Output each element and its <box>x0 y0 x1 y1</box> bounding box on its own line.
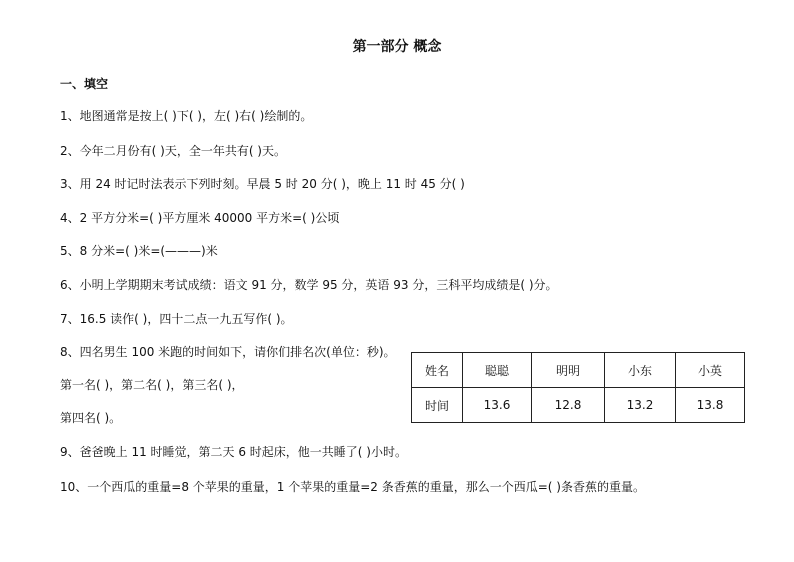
question-9: 9、爸爸晚上 11 时睡觉，第二天 6 时起床，他一共睡了( )小时。 <box>60 445 407 459</box>
table-cell: 时间 <box>412 388 463 423</box>
question-6: 6、小明上学期期末考试成绩：语文 91 分，数学 95 分，英语 93 分，三科平均成绩是( )分。 <box>60 278 558 292</box>
table-cell: 13.8 <box>676 388 745 423</box>
table-row <box>412 353 745 388</box>
table-cell: 小东 <box>605 353 676 388</box>
question-3: 3、用 24 时记时法表示下列时刻。早晨 5 时 20 分( )，晚上 11 时 45 分( ) <box>60 177 465 191</box>
question-4: 4、2 平方分米=( )平方厘米 40000 平方米=( )公顷 <box>60 211 340 225</box>
table-cell: 12.8 <box>532 388 605 423</box>
table-cell: 13.2 <box>605 388 676 423</box>
question-10: 10、一个西瓜的重量=8 个苹果的重量，1 个苹果的重量=2 条香蕉的重量，那么一个西瓜=( )条香蕉的重量。 <box>60 480 645 494</box>
question-7: 7、16.5 读作( )，四十二点一九五写作( )。 <box>60 312 293 326</box>
table-cell: 13.6 <box>463 388 532 423</box>
page-title: 第一部分 概念 <box>352 39 442 55</box>
question-8-rank-line-2: 第四名( )。 <box>60 411 122 425</box>
table-row <box>412 388 745 423</box>
table-cell: 姓名 <box>412 353 463 388</box>
question-8: 8、四名男生 100 米跑的时间如下，请你们排名次(单位：秒)。 <box>60 345 396 359</box>
table-cell: 聪聪 <box>463 353 532 388</box>
table-cell: 明明 <box>532 353 605 388</box>
table-cell: 小英 <box>676 353 745 388</box>
race-time-table <box>411 352 745 423</box>
question-1: 1、地图通常是按上( )下( )，左( )右( )绘制的。 <box>60 109 313 123</box>
question-5: 5、8 分米=( )米=(———)米 <box>60 244 218 258</box>
question-8-rank-line-1: 第一名( )，第二名( )，第三名( )， <box>60 378 244 392</box>
question-2: 2、今年二月份有( )天，全一年共有( )天。 <box>60 144 286 158</box>
section-heading: 一、填空 <box>60 77 109 91</box>
